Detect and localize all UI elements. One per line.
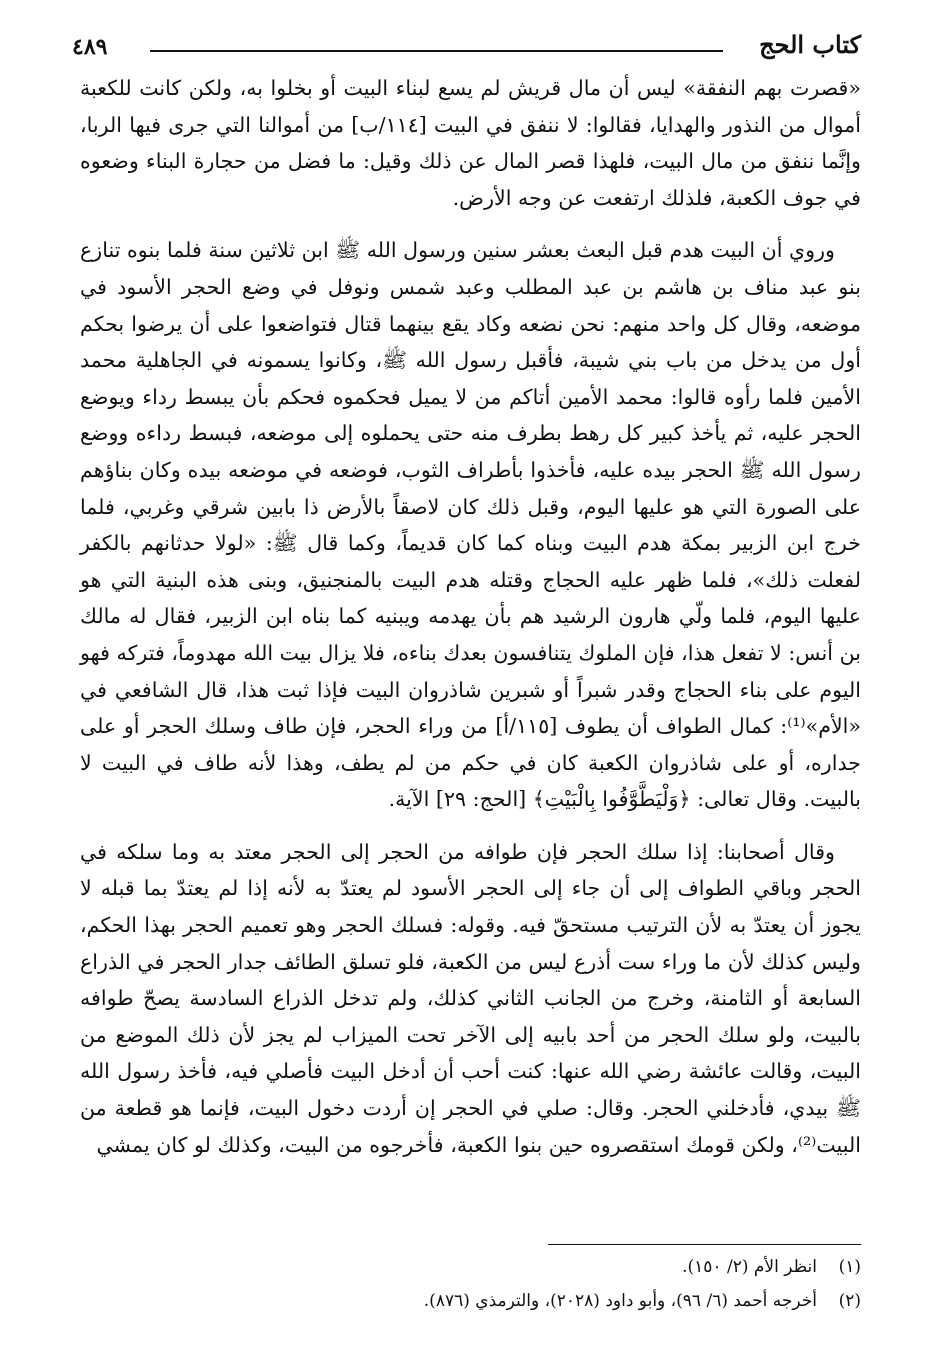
footnote-text: انظر الأم (٢/ ١٥٠). <box>682 1257 817 1277</box>
page-header <box>72 26 861 66</box>
footnote-mark: (٢) <box>838 1291 861 1311</box>
footnote <box>80 1250 861 1284</box>
body-text <box>80 70 861 1179</box>
footnote <box>80 1284 861 1318</box>
header-rule <box>150 50 723 52</box>
footnote-mark: (١) <box>838 1257 861 1277</box>
footnotes <box>80 1250 861 1318</box>
paragraph: «قصرت بهم النفقة» ليس أن مال قريش لم يسع لبناء البيت أو بخلوا به، ولكن كانت للكعبة أموال من النذور والهدايا، فقالوا: لا ننفق في البيت [١١٤/ب] من أموالنا التي جرى فيها الربا، وإنَّما ننفق من مال البيت، فلهذا قصر المال عن ذلك وقيل: ما فضل من حجارة البناء وضعوه في جوف الكعبة، فلذلك ارتفعت عن وجه الأرض. <box>80 76 861 210</box>
footnote-rule <box>548 1244 861 1245</box>
paragraph: وقال أصحابنا: إذا سلك الحجر فإن طوافه من الحجر إلى الحجر معتد به وما سلكه في الحجر وباقي الطواف إلى أن جاء إلى الحجر الأسود لم يعتدّ به لأنه إذا لم يعتدّ بما قبله لا يجوز أن يعتدّ به لأن الترتيب مستحقّ فيه. وقوله: فسلك الحجر وهو تعميم الحجر بهذا الحكم، وليس كذلك لأن ما وراء ست أذرع ليس من الكعبة، فلو تسلق الطائف جدار الحجر في الذراع السابعة أو الثامنة، وخرج من الجانب الثاني كذلك، ولم تدخل الذراع السادسة يصحّ طوافه بالبيت، ولو سلك الحجر من أحد بابيه إلى الآخر تحت الميزاب لم يجز لأن ذلك الموضع من البيت، وقالت عائشة رضي الله عنها: كنت أحب أن أدخل البيت فأصلي فيه، فأخذ رسول الله ﷺ بيدي، فأدخلني الحجر. وقال: صلي في الحجر إن أردت دخول البيت، فإنما هو قطعة من البيت⁽²⁾، ولكن قومك استقصروه حين بنوا الكعبة، فأخرجوه من البيت، وكذلك لو كان يمشي <box>80 839 861 1157</box>
footnote-text: أخرجه أحمد (٦/ ٩٦)، وأبو داود (٢٠٢٨)، والترمذي (٨٧٦). <box>423 1291 817 1311</box>
paragraph: وروي أن البيت هدم قبل البعث بعشر سنين ورسول الله ﷺ ابن ثلاثين سنة فلما بنوه تنازع بنو عبد مناف بن هاشم بن عبد المطلب وعبد شمس ونوفل في وضع الحجر الأسود في موضعه، وقال كل واحد منهم: نحن نضعه وكاد يقع بينهما قتال فتواضعوا على أن يرضوا بحكم أول من يدخل من باب بني شيبة، فأقبل رسول الله ﷺ، وكانوا يسمونه في الجاهلية محمد الأمين فلما رأوه قالوا: محمد الأمين أتاكم من لا يميل فحكموه فحكم بأن يبسط رداء ويوضع الحجر عليه، ثم يأخذ كبير كل رهط بطرف منه حتى يحملوه إلى موضعه، فبسط رداءه ووضع رسول الله ﷺ الحجر بيده عليه، فأخذوا بأطراف الثوب، فوضعه في موضعه بيده وكان بناؤهم على الصورة التي هو عليها اليوم، وقبل ذلك كان لاصقاً بالأرض ذا بابين شرقي وغربي، فلما خرج ابن الزبير بمكة هدم البيت وبناه كما كان قديماً، وكما قال ﷺ: «لولا حدثانهم بالكفر لفعلت ذلك»، فلما ظهر عليه الحجاج وقتله هدم البيت بالمنجنيق، وبنى هذه البنية التي هو عليها اليوم، فلما ولّي هارون الرشيد هم بأن يهدمه ويبنيه كما بناه ابن الزبير، فقال له مالك بن أنس: لا تفعل هذا، فإن الملوك يتنافسون بعدك بناءه، فلا يزال بيت الله مهدوماً، فتركه فهو اليوم على بناء الحجاج وقدر شبراً أو شبرين شاذروان البيت فإذا ثبت هذا، قال الشافعي في «الأم»⁽¹⁾: كمال الطواف أن يطوف [١١٥/أ] من وراء الحجر، فإن طاف وسلك الحجر أو على جداره، أو على شاذروان الكعبة كان في حكم من لم يطف، وهذا لأنه طاف في البيت لا بالبيت. وقال تعالى: ﴿وَلْيَطَّوَّفُوا بِالْبَيْتِ﴾ [الحج: ٢٩] الآية. <box>80 238 862 812</box>
page-number: ٤٨٩ <box>72 34 108 60</box>
book-title: كتاب الحج <box>759 30 861 59</box>
